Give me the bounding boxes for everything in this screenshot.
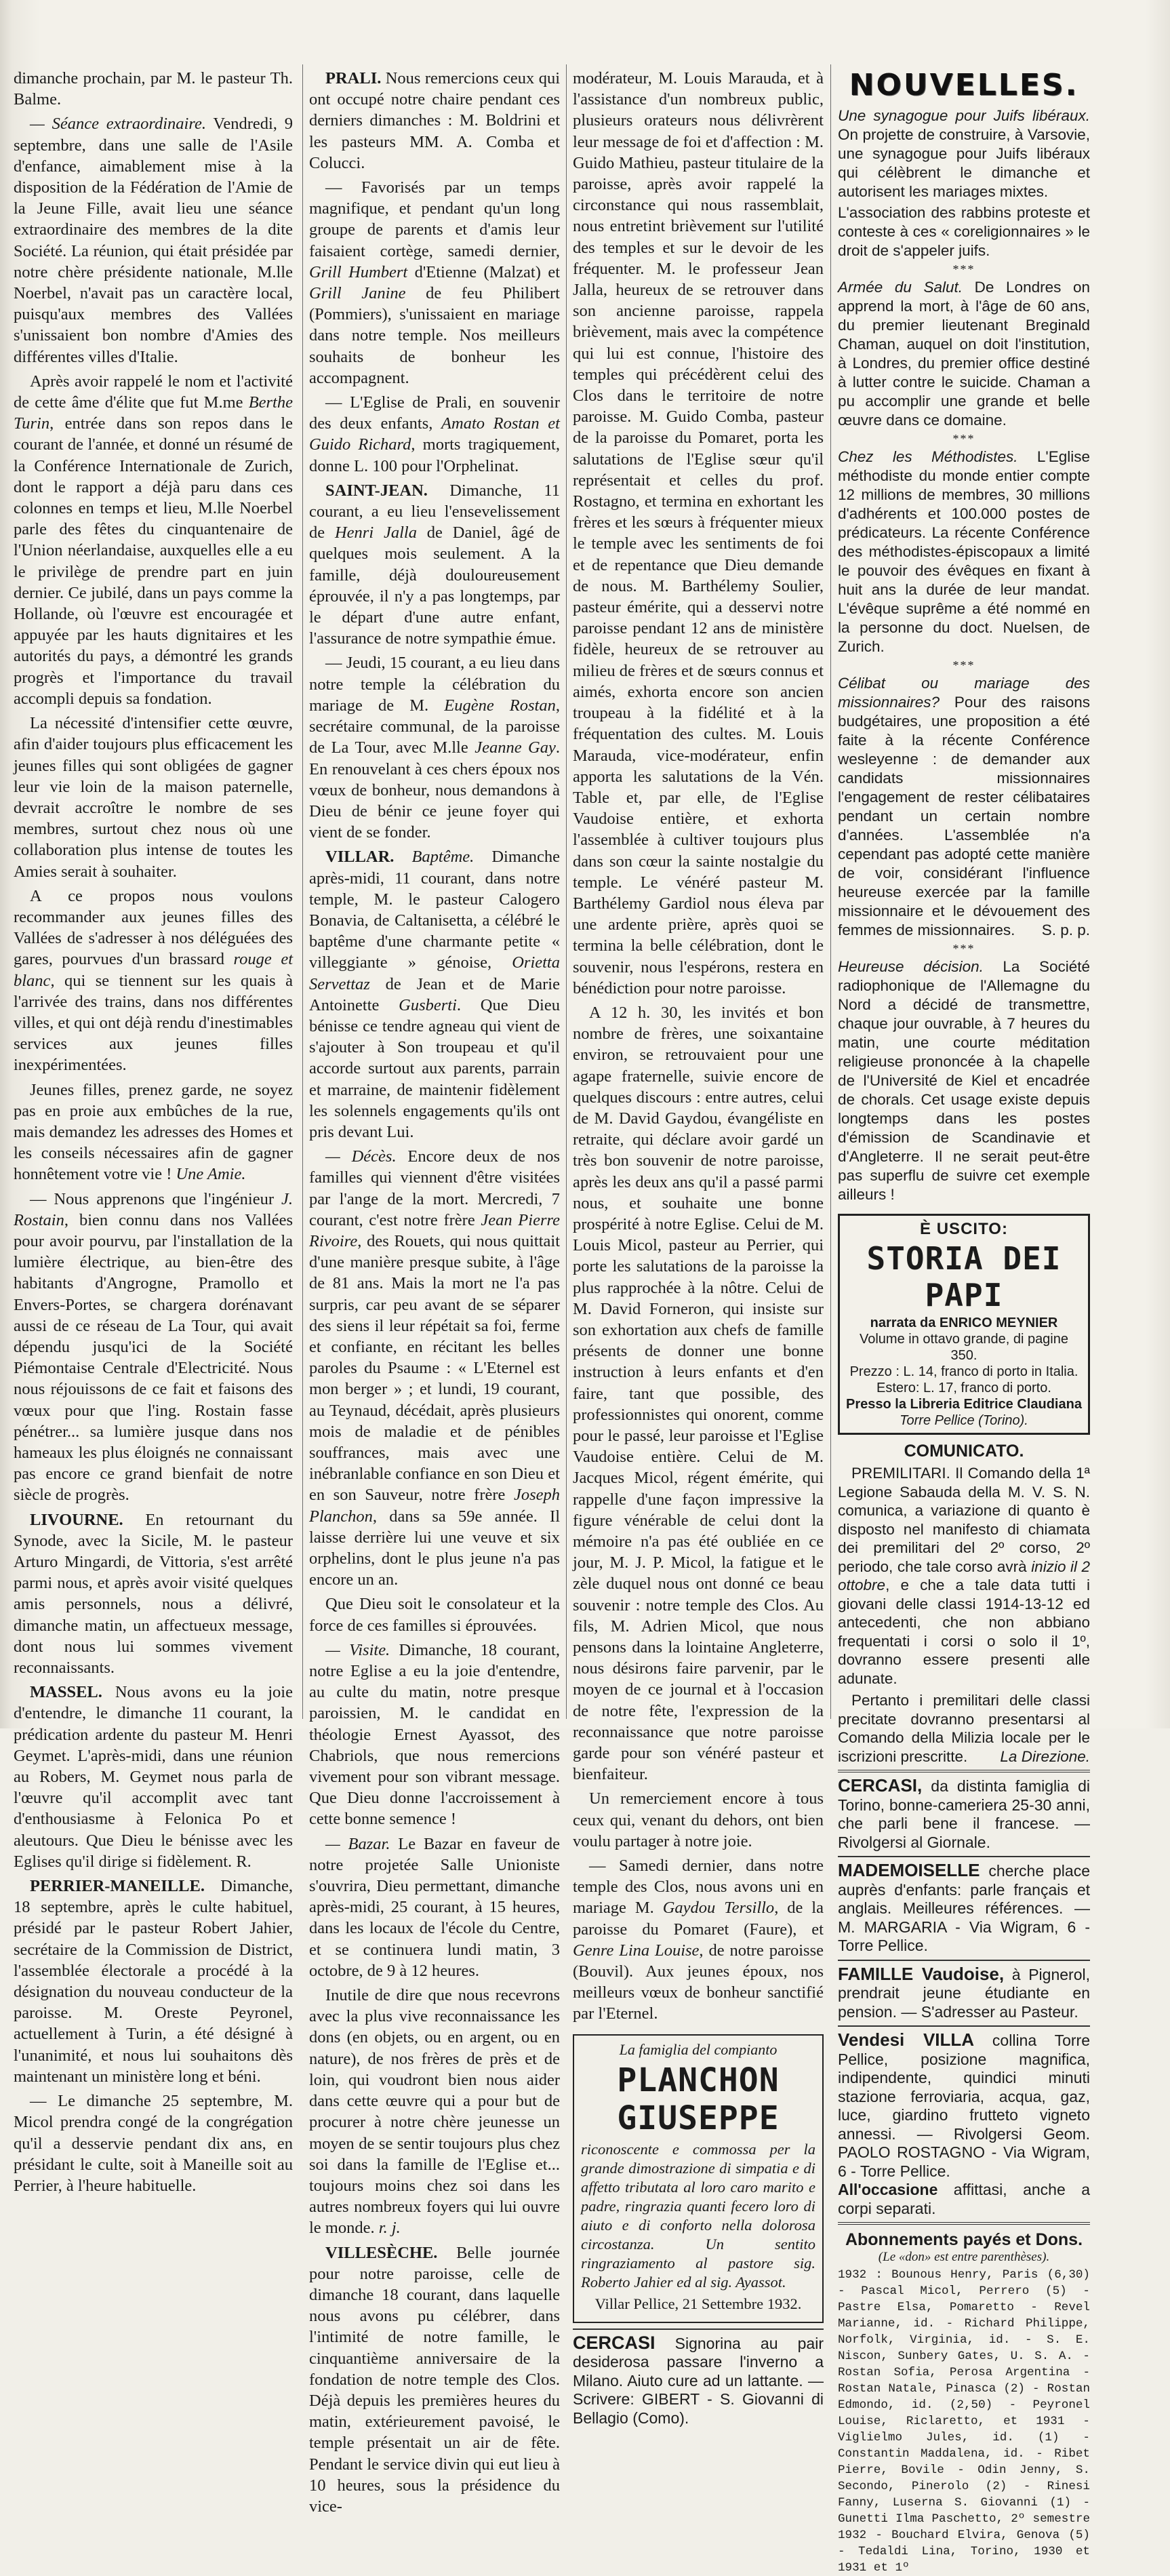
article-text: dimanche prochain, par M. le pasteur Th. Balme. — [14, 69, 293, 109]
article-text: modérateur, M. Louis Marauda, et à l'assistance d'un nombreux public, plusieurs orateurs nous délivrèrent leur message de foi et d'affection : M. Guido Mathieu, pasteur titulaire de la paroisse, après avoir rappelé la circonstance qui nous rassemblait, nous entretint brièvement sur l'utilité des temples et sur le devoir de les fréquenter. M. le professeur Jean Jalla, heureux de se retrouver dans son ancienne paroisse, rappela brièvement, mais avec la compétence qui lui est connue, l'histoire des temples qui précédèrent celui des Clos dans le territoire de notre paroisse. M. Guido Comba, pasteur de la paroisse du Pomaret, porta les salutations de l'Eglise sœur qu'il représentait et celles du prof. Rostagno, et termina en exhortant les frères et les sœurs à fréquenter mieux le temple avec les sentiments de foi et de repentance que Dieu demande de nous. M. Barthélemy Soulier, pasteur émérite, qui a desservi notre paroisse pendant 12 ans de ministère fidèle, heureux de se retrouver au milieu de frères et de sœurs connus et aimés, exhorta encore son ancien troupeau à la fidélité et à la fréquentation des cultes. M. Louis Marauda, vice-modérateur, enfin apporta les salutations de la Vén. Table et, par elle, de l'Eglise Vaudoise entière, et exhorta l'assemblée à cultiver toujours plus dans son cœur la sainte nostalgie du temple. Le vénéré pasteur M. Barthélemy Gardiol nous éleva par une ardente prière, après quoi se termina la belle célébration, dont le souvenir, nous l'espérons, restera en bénédiction pour notre paroisse. — [573, 69, 824, 997]
article-text: — Jeudi, 15 courant, a eu lieu dans notre temple la célébration du mariage de M. Eugène Rostan, secrétaire communal, de la paroisse de La Tour, avec M.lle Jeanne Gay. En renouvelant à ces chers époux nos vœux de bonheur, nous demandons à Dieu de bénir ce jeune foyer qui vient de se fonder. — [309, 654, 560, 842]
article-text: Un remerciement encore à tous ceux qui, venant du dehors, ont bien voulu partager à notre joie. — [573, 1789, 824, 1850]
notice-name: PLANCHON GIUSEPPE — [617, 2061, 780, 2137]
article-perrier-maneille: PERRIER-MANEILLE. Dimanche, 18 septembre, après le culte habituel, présidé par le pasteur Robert Jahier, secrétaire de la Commission de District, l'assemblée électorale a procédé à la désignation du nouveau conducteur de la paroisse. M. Oreste Peyronel, actuellement à Turin, a été désigné à l'unanimité, et nous lui souhaitons dès maintenant un ministère long et béni. — [14, 1877, 293, 2086]
death-notice-planchon — [573, 2034, 824, 2323]
separator-stars: *** — [952, 262, 975, 276]
article-villar: VILLAR. Baptême. Dimanche après-midi, 11 courant, dans notre temple, M. le pasteur Calogero Bonavia, de Caltanisetta, a célébré le baptême d'une charmante petite « villeggiante » génoise, Orietta Servettaz de Jean et de Marie Antoinette Gusberti. Que Dieu bénisse ce tendre agneau qui vient de s'ajouter à Son troupeau et qu'il accorde surtout aux parents, parrain et marraine, de maintenir fidèlement les solennels engagements qu'ils ont pris devant Lui. — [309, 848, 560, 1141]
article-text: Jeunes filles, prenez garde, ne soyez pas en proie aux embûches de la rue, mais demandez les adresses des Homes et les conseils nécessaires afin de gagner honnêtement votre vie ! Une Amie. — [14, 1080, 293, 1184]
nouvelles-section: Une synagogue pour Juifs libéraux. On projette de construire, à Varsovie, une synagogue pour Juifs libéraux qui célèbrent le dimanche et autorisent les mariages mixtes. L'association des rabbins proteste et conteste à ces « coreligionnaires » le droit de s'appeler juifs. *** Armée du Salut. De Londres on apprend la mort, à l'âge de 60 ans, du premier lieutenant Breginald Chaman, auquel on doit l'institution, à Londres, du premier office destiné à lutter contre le suicide. Chaman a pu accomplir une grande et belle œuvre dans ce domaine. *** Chez les Méthodistes. L'Eglise méthodiste du monde entier compte 12 millions de membres, 30 millions d'adhérents et 100.000 postes de prédicateurs. La récente Conférence des méthodistes-épiscopaux a limité le pouvoir des évêques en fixant à huit ans la durée de leur mandat. L'évêque suprême a été nommé en la personne du doct. Nuelsen, de Zurich. *** Célibat ou mariage des missionnaires? Pour des raisons budgétaires, une proposition a été faite à la récente Conférence wesleyenne : de demander aux candidats missionnaires l'engagement de rester célibataires pendant un certain nombre d'années. L'assemblée n'a cependant pas adopté cette manière de voir, considérant l'influence heureuse exercée par la famille missionnaire et le dévouement des femmes de missionnaires. S. p. p. *** Heureuse décision. La Société radiophonique de l'Allemagne du Nord a décidé de transmettre, chaque jour ouvrable, à 7 heures du matin, une courte méditation religieuse prononcée à la chapelle de l'Université de Kiel et encadrée de chorals. Cet usage existe depuis longtemps dans les postes d'émission de Scandinavie et d'Angleterre. Il ne serait peut-être pas superflu de suivre cet exemple ailleurs ! — [838, 107, 1091, 1203]
article-text: — L'Eglise de Prali, en souvenir des deux enfants, Amato Rostan et Guido Richard, morts tragiquement, donne L. 100 pour l'Orphelinat. — [309, 393, 560, 475]
divider — [838, 1856, 1090, 1857]
divider — [573, 2329, 824, 2330]
separator-stars: *** — [952, 942, 975, 955]
article-seance: — Séance extraordinaire. Vendredi, 9 septembre, dans une salle de l'Asile d'enfance, aimablement mise à la disposition de la Fédération de l'Amie de la Jeune Fille, avait lieu une séance extraordinaire des membres de la dite Société. La réunion, qui était présidée par notre chère présidente nationale, M.lle Noerbel, n'avait pas un caractère local, puisqu'aux membres des Vallées s'unissaient bon nombre d'Amies des différentes villes d'Italie. — [14, 115, 293, 366]
notice-text: riconoscente e commossa per la grande dimostrazione di simpatia e di affetto tributata al loro caro marito e padre, ringrazia quanti fecero loro di aiuto e di conforto nella dolorosa circostanza. Un sentito ringraziamento al pastore sig. Roberto Jahier ed al sig. Ayassot. — [581, 2140, 815, 2291]
ad-vendesi-villa: Vendesi VILLA collina Torre Pellice, posizione magnifica, indipendente, quindici minuti stazione ferroviaria, acqua, gaz, luce, giardino frutteto vigneto annessi. — Rivolgersi Geom. PAOLO ROSTAGNO - Via Wigram, 6 - Torre Pellice. All'occasione affittasi, anche a corpi separati. — [838, 2029, 1090, 2217]
column-rule — [830, 64, 831, 1719]
column-4 — [838, 68, 1091, 2575]
article-prali: PRALI. Nous remercions ceux qui ont occupé notre chaire pendant ces derniers dimanches : M. Boldrini et les pasteurs MM. A. Comba et Colucci. — [309, 69, 560, 172]
article-text: A 12 h. 30, les invités et bon nombre de frères, une soixantaine environ, se retrouvaient pour une agape fraternelle, suivie encore de quelques discours : entre autres, celui de M. David Gaydou, évangéliste en retraite, qui déclare avoir gardé un très bon souvenir de notre paroisse, après les deux ans qu'il a passé parmi nous, et souhaite une bonne prospérité à notre Eglise. Celui de M. Louis Micol, pasteur au Perrier, qui porte les salutations de la paroisse la plus rapprochée à la nôtre. Celui de M. David Forneron, qui insiste sur son exhortation aux chefs de famille présents de donner une bonne instruction à leurs enfants et d'en faire, tant que possible, des professionnistes qui onorent, comme pour le passé, leur paroisse et l'Eglise Vaudoise entière. Celui de M. Jacques Micol, régent émérite, qui rappelle d'une façon impressive la figure vénérable de celui dont la mémoire n'a pas été oubliée en ce jour, M. J. P. Micol, la fatigue et le zèle duquel nous ont donné ce beau souvenir : notre temple des Clos. Au fils, M. Adrien Micol, que nous pensons dans la lointaine Angleterre, nous désirons faire parvenir, par le moyen de ce journal et à l'occasion de notre fête, l'expression de la reconnaissance que notre paroisse garde pour son vénéré pasteur et bienfaiteur. — [573, 1003, 824, 1784]
article-livourne: LIVOURNE. En retournant du Synode, avec la Sicile, M. le pasteur Arturo Mingardi, de Vittoria, s'est arrêté parmi nous, et après avoir visité quelques amis personnels, nous a délivré, dimanche matin, un affectueux message, dont nous lui sommes vivement reconnaissants. — [14, 1510, 293, 1678]
article-text: Après avoir rappelé le nom et l'activité de cette âme d'élite que fut M.me Berthe Turin, entrée dans son repos dans le courant de l'année, et donné un résumé de la Conférence Internationale de Zurich, dont le rapport a déjà paru dans ces colonnes en temps et lieu, M.lle Noerbel parle des fêtes du cinquantenaire de l'Union néerlandaise, auxquelles elle a eu le privilège de prendre part en juin dernier. Ce jubilé, dans un pays comme la Hollande, où l'œuvre est encouragée et appuyée par les hauts dignitaires et les autorités du pays, a démontré les grands progrès et l'importance du travail accompli depuis sa fondation. — [14, 372, 293, 708]
abonnements-note: (Le «don» est entre parenthèses). — [878, 2250, 1050, 2264]
divider — [838, 2222, 1090, 2225]
ad-famille-vaudoise: FAMILLE Vaudoise, à Pignerol, prendrait jeune étudiante en pension. — S'adresser au Pasteur. — [838, 1963, 1090, 2021]
article-massel: MASSEL. Nous avons eu la joie d'entendre, le dimanche 11 courant, la prédication ardente du pasteur M. Henri Geymet. L'après-midi, dans une réunion au Robers, M. Geymet nous parla de l'œuvre qu'il accomplit avec tant d'enthousiasme à Felonica Po et aleutours. Que Dieu le bénisse avec les Eglises qu'il dirige si fidèlement. R. — [14, 1683, 293, 1871]
article-text: La nécessité d'intensifier cette œuvre, afin d'aider toujours plus efficacement les jeunes filles qui sont obligées de gagner leur vie loin de la maison paternelle, devrait accroître le nombre de ses membres, surtout chez nous où une collaboration plus intense de toutes les Amies serait à souhaiter. — [14, 714, 293, 881]
divider — [838, 1960, 1090, 1961]
column-2 — [309, 68, 561, 2516]
ad-mademoiselle: MADEMOISELLE cherche place auprès d'enfants: parle français et anglais. Meilleures références. — M. MARGARIA - Via Wigram, 6 - Torre Pellice. — [838, 1860, 1090, 1954]
article-text: A ce propos nous voulons recommander aux jeunes filles des Vallées de s'adresser à nos déléguées des gares, pourvues d'un brassard rouge et blanc, qui se tiennent sur les quais à l'arrivée des trains, dans nos différentes villes, et qui ont déjà rendu d'inestimables services aux jeunes filles inexpérimentées. — [14, 886, 294, 1075]
column-rule — [566, 64, 567, 1719]
article-text: — Samedi dernier, dans notre temple des Clos, nous avons uni en mariage M. Gaydou Tersillo, de la paroisse du Pomaret (Faure), et Genre Lina Louise, de notre paroisse (Bouvil). Aux jeunes époux, nos meilleurs vœux de bonheur sanctifié par l'Eternel. — [573, 1857, 824, 2023]
article-villeseche: VILLESÈCHE. Belle journée pour notre paroisse, celle de dimanche 18 courant, dans laquelle nous avons pu célébrer, dans l'intimité de notre famille, le cinquantième anniversaire de la fondation de notre temple des Clos. Déjà depuis les premières heures du matin, extérieurement pavoisé, le temple présentait un air de fête. Pendant le service divin qui eut lieu à 10 heures, sous la présidence du vice- — [309, 2243, 560, 2516]
section-title-nouvelles: NOUVELLES. — [849, 68, 1079, 102]
article-text: — Nous apprenons que l'ingénieur J. Rostain, bien connu dans nos Vallées pour avoir pourvu, par l'installation de la lumière électrique, au bien-être des habitants d'Angrogne, Pramollo et Envers-Portes, se chargera dorénavant aussi de ce réseau de La Tour, qui avait dépendu jusqu'ici de la Société Piémontaise Centrale d'Electricité. Nous nous réjouissons de ce fait et faisons des vœux pour que l'ing. Rostain fasse pénétrer... sa lumière jusque dans nos hameaux les plus éloignés ne connaissant pas encore ce grand bienfait de notre siècle de progrès. — [14, 1189, 293, 1505]
divider — [838, 1770, 1090, 1772]
notice-intro: La famiglia del compianto — [619, 2040, 778, 2058]
abonnements-list: 1932 : Bounous Henry, Paris (6,30) - Pascal Micol, Perrero (5) - Pastre Elsa, Pomaretto - Revel Marianne, id. - Richard Philippe, Norfolk, Virginia, id. - S. E. Niscon, Sunbery Gates, U. S. A. - Rostan Sofia, Perosa Argentina - Rostan Natale, Pinasca (2) - Rostan Edmondo, id. (2,50) - Peyronel Louise, Riclaretto, et 1931 - Viglielmo Jules, id. (1) - Constantin Maddalena, id. - Ribet Pierre, Bovile - Odin Jenny, S. Secondo, Pinerolo (2) - Rinesi Fanny, Luserna S. Giovanni (1) - Gunetti Ilma Paschetto, 2º semestre 1932 - Bouchard Elvira, Genova (5) - Tedaldi Lina, Torino, 1930 et 1931 et 1º — [838, 2268, 1090, 2575]
column-1 — [14, 68, 294, 2195]
comunicato-text: PREMILITARI. Il Comando della 1ª Legione Sabauda della M. V. S. N. comunica, a variazione di quanto è disposto nel manifesto di chiamata dei premilitari del 2º corso, 2º periodo, che tale corso avrà inizio il 2 ottobre, e che a tale data tutti i giovani delle classi 1914-13-12 ed antecedenti, che non abbiano frequentati i corsi o solo il 1º, dovranno essere presenti alle adunate. Pertanto i premilitari delle classi precitate dovranno presentarsi al Comando della Milizia locale per le iscrizioni prescritte. La Direzione. — [838, 1465, 1090, 1765]
article-text: Inutile de dire que nous recevrons avec la plus vive reconnaissance les dons (en objets, ou en argent, ou en nature), de nos frères de près et de loin, qui voudront bien nous aider dans cette œuvre qui a pour but de procurer à notre chère jeunesse un moyen de se sentir toujours plus chez soi dans la famille de l'Eglise et... toujours moins chez soi dans les autres nombreux foyers qui lui ouvre le monde. r. j. — [309, 1986, 560, 2238]
ad-storia-dei-papi: È USCITO: STORIA DEI PAPI narrata da ENRICO MEYNIER Volume in ottavo grande, di pagine 350. Prezzo : L. 14, franco di porto in Italia. Estero: L. 17, franco di porto. Presso la Libreria Editrice Claudiana Torre Pellice (Torino). — [838, 1214, 1090, 1435]
article-text: — Visite. Dimanche, 18 courant, notre Eglise a eu la joie d'entendre, au culte du matin, notre presque paroissien, M. le candidat en théologie Ernest Ayassot, des Chabriols, que nous remercions vivement pour son vibrant message. Que Dieu donne l'accroissement à cette bonne semence ! — [309, 1640, 560, 1829]
notice-date: Villar Pellice, 21 Settembre 1932. — [594, 2295, 802, 2312]
column-3 — [573, 68, 824, 2427]
ad-cercasi-bonne: CERCASI, da distinta famiglia di Torino, bonne-cameriera 25-30 anni, che parli bene il francese. — Rivolgersi al Giornale. — [838, 1775, 1090, 1851]
article-text: — Le dimanche 25 septembre, M. Micol prendra congé de la congrégation qu'il a desservie pendant dix ans, en présidant le culte, soit à Maneille soit au Perrier, à l'heure habituelle. — [14, 2092, 293, 2195]
column-rule — [302, 64, 303, 1719]
article-text: — Favorisés par un temps magnifique, et pendant qu'un long groupe de parents et d'amis leur faisaient cortège, samedi dernier, Grill Humbert d'Etienne (Malzat) et Grill Janine de feu Philibert (Pommiers), s'unissaient en mariage dans notre temple. Nos meilleurs souhaits de bonheur les accompagnent. — [309, 178, 560, 387]
section-title-comunicato: COMUNICATO. — [904, 1442, 1024, 1461]
article-saint-jean: SAINT-JEAN. Dimanche, 11 courant, a eu lieu l'ensevelissement de Henri Jalla de Daniel, âgé de quelques mois seulement. A la famille, déjà douloureusement éprouvée, il n'y a pas longtemps, par le départ d'une autre enfant, l'assurance de notre sympathie émue. — [309, 481, 561, 648]
ad-cercasi-au-pair: CERCASI Signorina au pair desiderosa passare l'inverno a Milano. Aiuto cure ad un lattante. — Scrivere: GIBERT - S. Giovanni di Bellagio (Como). — [573, 2332, 824, 2427]
divider — [838, 2025, 1090, 2027]
separator-stars: *** — [952, 432, 975, 445]
article-text: — Bazar. Le Bazar en faveur de notre projetée Salle Unioniste s'ouvrira, Dieu permettant, dimanche après-midi, 25 courant, à 15 heures, dans les locaux de l'école du Centre, et se continuera lundi matin, 3 octobre, de 9 à 12 heures. — [309, 1834, 560, 1980]
article-text: Que Dieu soit le consolateur et la force de ces familles si éprouvées. — [309, 1595, 560, 1635]
article-text: — Décès. Encore deux de nos familles qui viennent d'être visitées par l'ange de la mort. Mercredi, 7 courant, c'est notre frère Jean Pierre Rivoire, des Rouets, qui nous quittait d'une manière presque subite, à l'âge de 81 ans. Mais la mort ne l'a pas surpris, car peu avant de se séparer des siens il leur répétait sa foi, ferme et confiante, en récitant les belles paroles du Psaume : « L'Eternel est mon berger » ; et lundi, 19 courant, au Teynaud, décédait, après plusieurs mois de maladie et de pénibles souffrances, mais avec une inébranlable confiance en son Dieu et en son Sauveur, notre frère Joseph Planchon, dans sa 59e année. Il laisse derrière lui une veuve et six orphelins, dont le plus jeune n'a pas encore un an. — [309, 1147, 560, 1589]
section-title-abonnements: Abonnements payés et Dons. — [845, 2230, 1083, 2249]
separator-stars: *** — [952, 658, 975, 672]
